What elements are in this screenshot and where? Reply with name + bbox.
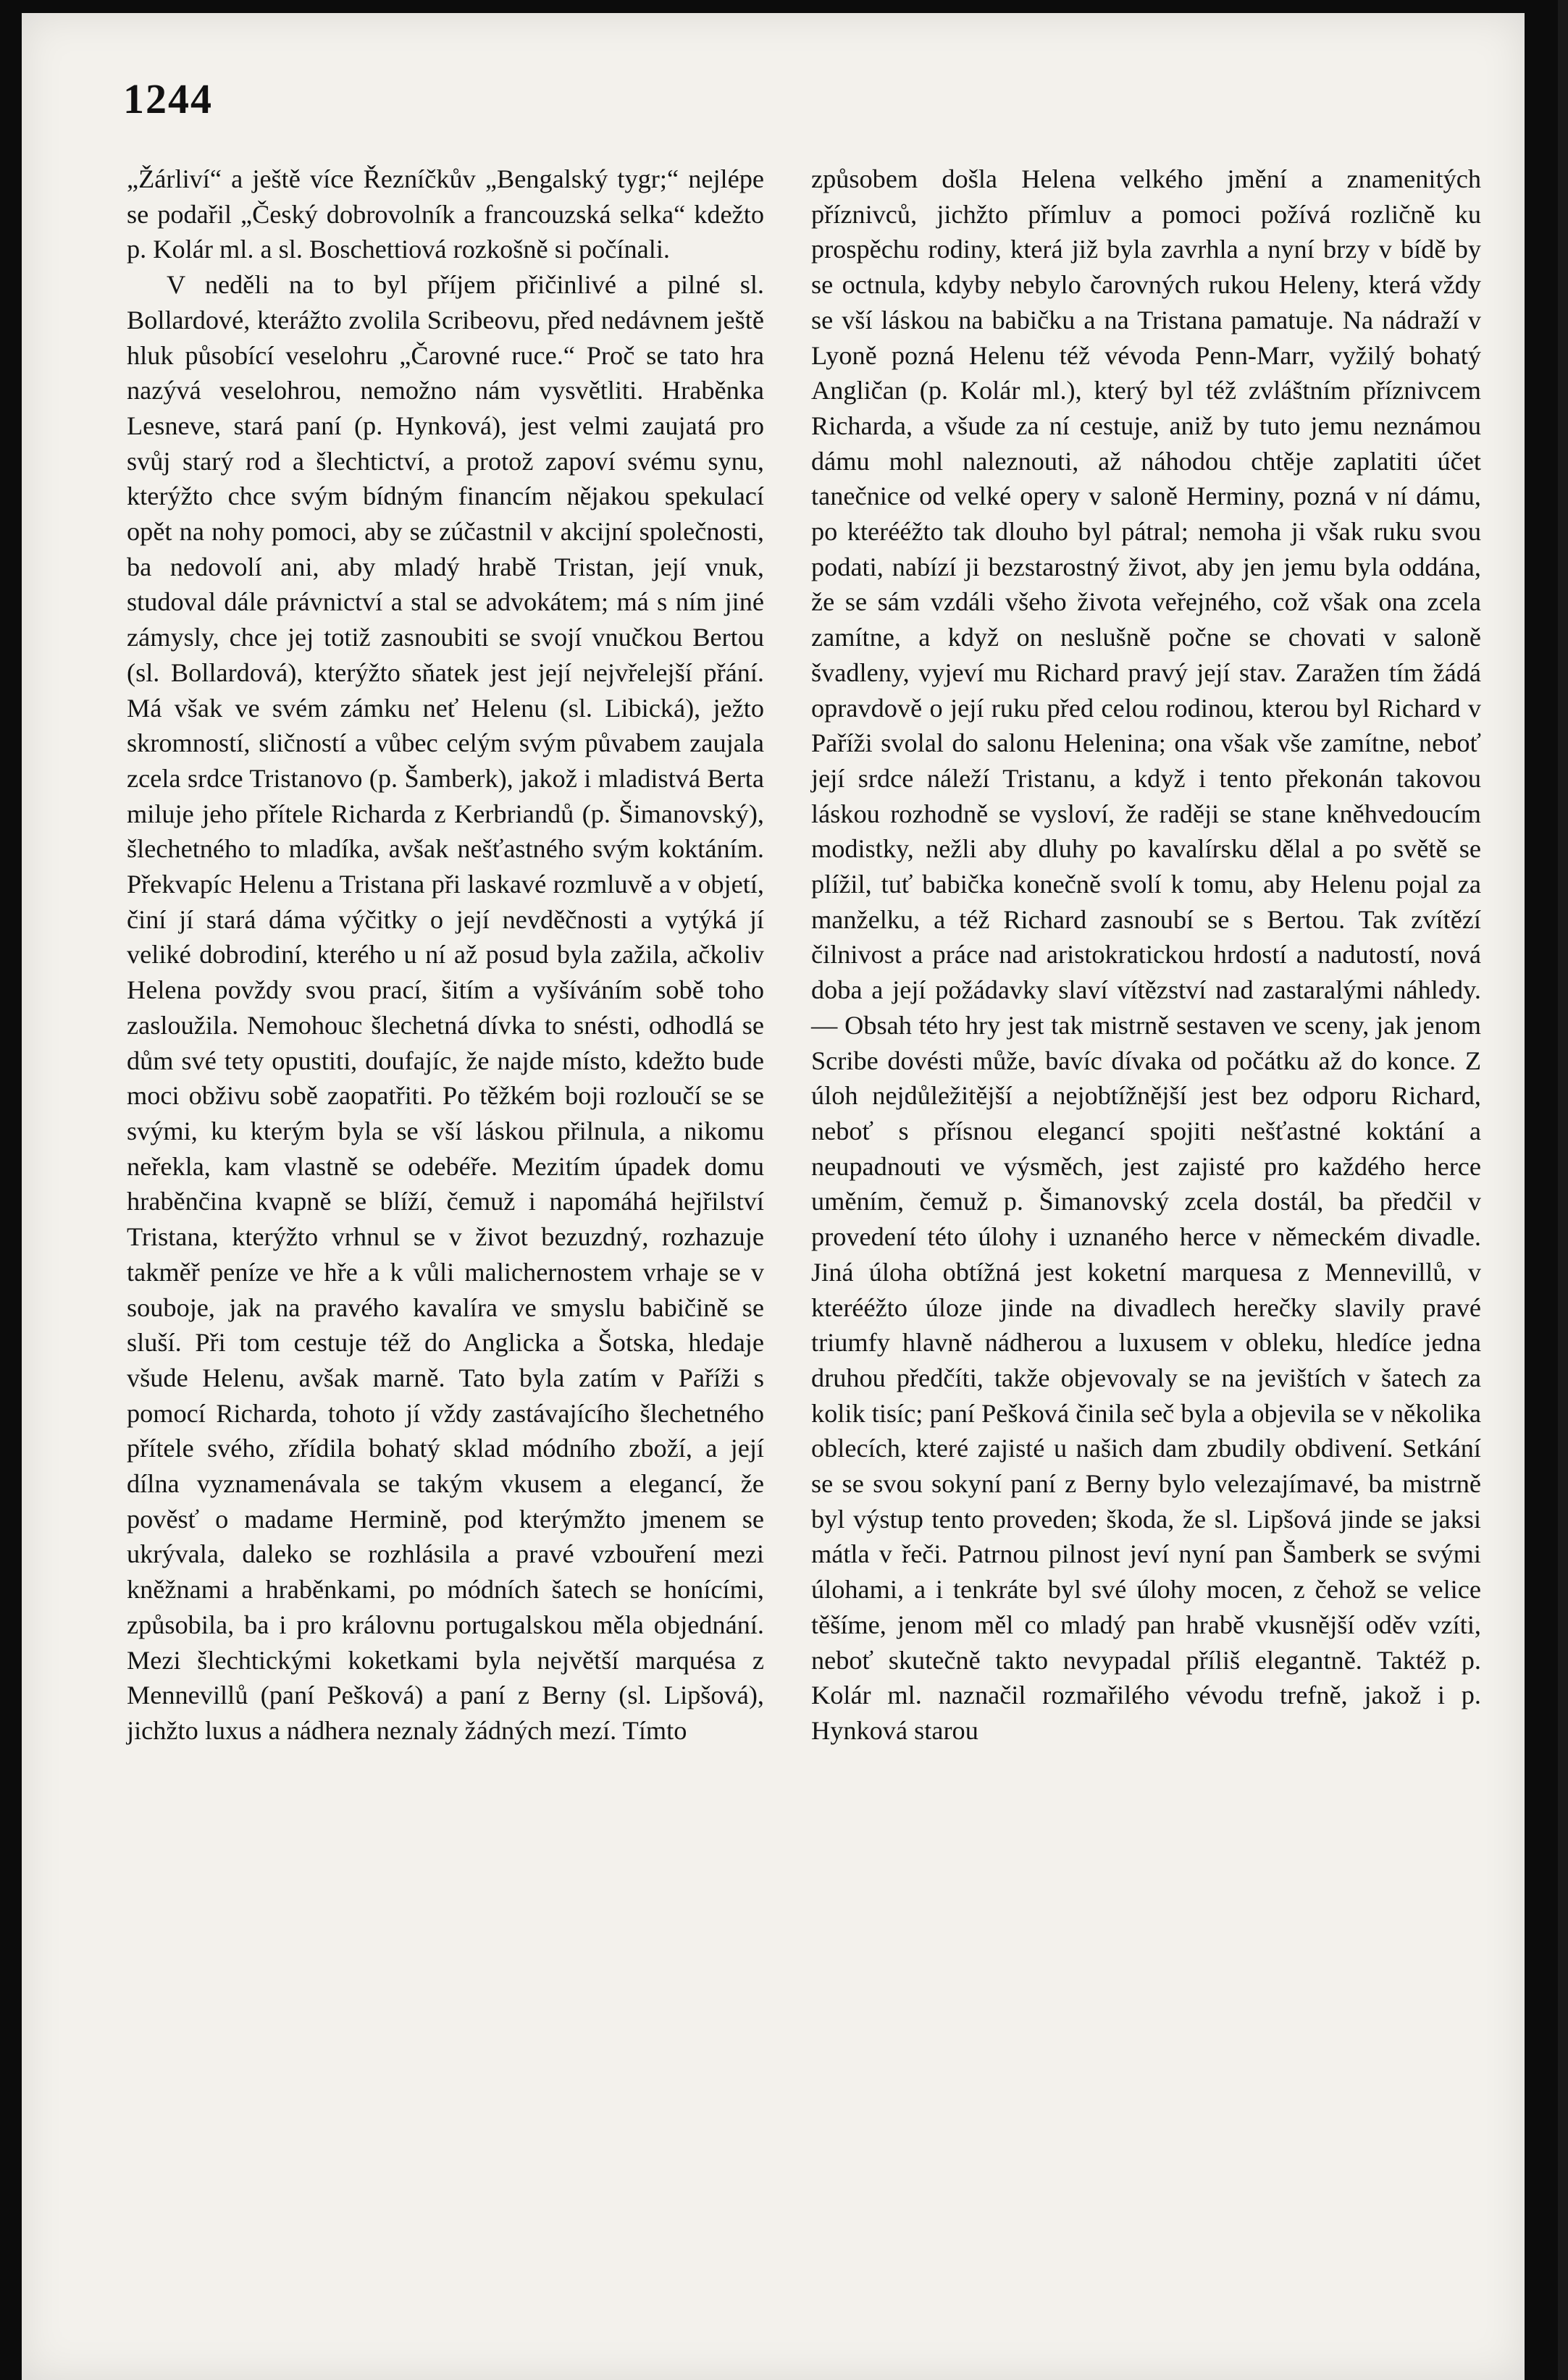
left-paragraph-1: „Žárliví“ a ještě více Řezníčkův „Bengalský tygr;“ nejlépe se podařil „Český dobrovolník a francouzská selka“ kdežto p. Kolár ml. a sl. Boschettiová rozkošně si počínali. [127,164,764,264]
left-column [127,161,764,1749]
right-paragraph-1: způsobem došla Helena velkého jmění a znamenitých příznivců, jichžto přímluv a pomoci požívá rozličně ku prospěchu rodiny, která již byla zavrhla a nyní brzy v bídě by se octnula, kdyby nebylo čarovných rukou Heleny, která vždy se vší láskou na babičku a na Tristana pamatuje. Na nádraží v Lyoně pozná Helenu též vévoda Penn-Marr, vyžilý bohatý Angličan (p. Kolár ml.), který byl též zvláštním příznivcem Richarda, a všude za ní cestuje, aniž by tuto jemu neznámou dámu mohl naleznouti, až náhodou chtěje zaplatiti účet tanečnice od velké opery v saloně Herminy, pozná v ní dámu, po kterééžto tak dlouho byl pátral; nemoha ji však ruku svou podati, nabízí ji bezstarostný život, aby jen jemu byla oddána, že se sám vzdáli všeho života veřejného, což však ona zcela zamítne, a když on neslušně počne se chovati v saloně švadleny, vyjeví mu Richard pravý její stav. Zaražen tím žádá opravdově o její ruku před celou rodinou, kterou byl Richard v Paříži svolal do salonu Helenina; ona však vše zamítne, neboť její srdce náleží Tristanu, a když i tento překonán takovou láskou rozhodně se vysloví, že raději se stane kněhvedoucím modistky, nežli aby dluhy po kavalírsku dělal a po světě se plížil, tuť babička konečně svolí k tomu, aby Helenu pojal za manželku, a též Richard zasnoubí se s Bertou. Tak zvítězí čilnivost a práce nad aristokratickou hrdostí a nadutostí, nová doba a její požádavky slaví vítězství nad zastaralými náhledy. — Obsah této hry jest tak mistrně sestaven ve sceny, jak jenom Scribe dovésti může, bavíc dívaka od počátku až do konce. Z úloh nejdůležitější a nejobtížnější jest bez odporu Richard, neboť s přísnou elegancí spojiti nešťastné koktání a neupadnouti ve výsměch, jest zajisté pro každého herce uměním, čemuž p. Šimanovský zcela dostál, ba předčil v provedení této úlohy i uznaného herce v německém divadle. Jiná úloha obtížná jest koketní marquesa z Mennevillů, v kterééžto úloze jinde na divadlech herečky slavily pravé triumfy hlavně nádherou a luxusem v obleku, hledíce jedna druhou předčíti, takže objevovaly se na jevištích v šatech za kolik tisíc; paní Pešková činila seč byla a objevila se v několika oblecích, které zajisté u našich dam zbudily obdivení. Setkání se se svou sokyní paní z Berny bylo velezajímavé, ba mistrně byl výstup tento proveden; škoda, že sl. Lipšová jinde se jaksi mátla v řeči. Patrnou pilnost jeví nyní pan Šamberk se svými úlohami, a i tenkráte byl své úlohy mocen, z čehož se velice těšíme, jenom měl co mladý pan hrabě vkusnější oděv vzíti, neboť skutečně takto nevypadal příliš elegantně. Taktéž p. Kolár ml. naznačil rozmařilého vévodu trefně, jakož i p. Hynková starou [811,164,1481,1745]
scan-edge [1558,0,1568,2380]
newspaper-page [22,13,1525,2380]
right-column [811,161,1481,1749]
page-number: 1244 [123,75,213,122]
left-paragraph-2: V neděli na to byl příjem přičinlivé a pilné sl. Bollardové, kterážto zvolila Scribeovu, před nedávnem ještě hluk působící veselohru „Čarovné ruce.“ Proč se tato hra nazývá veselohrou, nemožno nám vysvětliti. Hraběnka Lesneve, stará paní (p. Hynková), jest velmi zaujatá pro svůj starý rod a šlechtictví, a protož zapoví svému synu, kterýžto chce svým bídným financím nějakou spekulací opět na nohy pomoci, aby se zúčastnil v akcijní společnosti, ba nedovolí ani, aby mladý hrabě Tristan, její vnuk, studoval dále právnictví a stal se advokátem; má s ním jiné zámysly, chce jej totiž zasnoubiti se svojí vnučkou Bertou (sl. Bollardová), kterýžto sňatek jest její nejvřelejší přání. Má však ve svém zámku neť Helenu (sl. Libická), ježto skromností, sličností a vůbec celým svým půvabem zaujala zcela srdce Tristanovo (p. Šamberk), jakož i mladistvá Berta miluje jeho přítele Richarda z Kerbriandů (p. Šimanovský), šlechetného to mladíka, avšak nešťastného svým koktáním. Překvapíc Helenu a Tristana při laskavé rozmluvě a v objetí, činí jí stará dáma výčitky o její nevděčnosti a vytýká jí veliké dobrodiní, kterého u ní až posud byla zažila, ačkoliv Helena povždy svou prací, šitím a vyšíváním sobě toho zasloužila. Nemohouc šlechetná dívka to snésti, odhodlá se dům své tety opustiti, doufajíc, že najde místo, kdežto bude moci obživu sobě zaopatřiti. Po těžkém boji rozloučí se se svými, ku kterým byla se vší láskou přilnula, a nikomu neřekla, kam vlastně se odebéře. Mezitím úpadek domu hraběnčina kvapně se blíží, čemuž i napomáhá hejřilství Tristana, kterýžto vrhnul se v život bezuzdný, rozhazuje takměř peníze ve hře a k vůli malichernostem vrhaje se v souboje, jak na pravého kavalíra ve smyslu babičině se sluší. Při tom cestuje též do Anglicka a Šotska, hledaje všude Helenu, avšak marně. Tato byla zatím v Paříži s pomocí Richarda, tohoto jí vždy zastávajícího šlechetného přítele svého, zřídila bohatý sklad módního zboží, a její dílna vyznamenávala se takým vkusem a elegancí, že pověsť o madame Hermině, pod kterýmžto jmenem se ukrývala, daleko se rozhlásila a pravé vzbouření mezi kněžnami a hraběnkami, po módních šatech se honícími, způsobila, ba i pro královnu portugalskou měla objednání. Mezi šlechtickými koketkami byla největší marquésa z Mennevillů (paní Pešková) a paní z Berny (sl. Lipšová), jichžto luxus a nádhera neznaly žádných mezí. Tímto [127,270,764,1745]
